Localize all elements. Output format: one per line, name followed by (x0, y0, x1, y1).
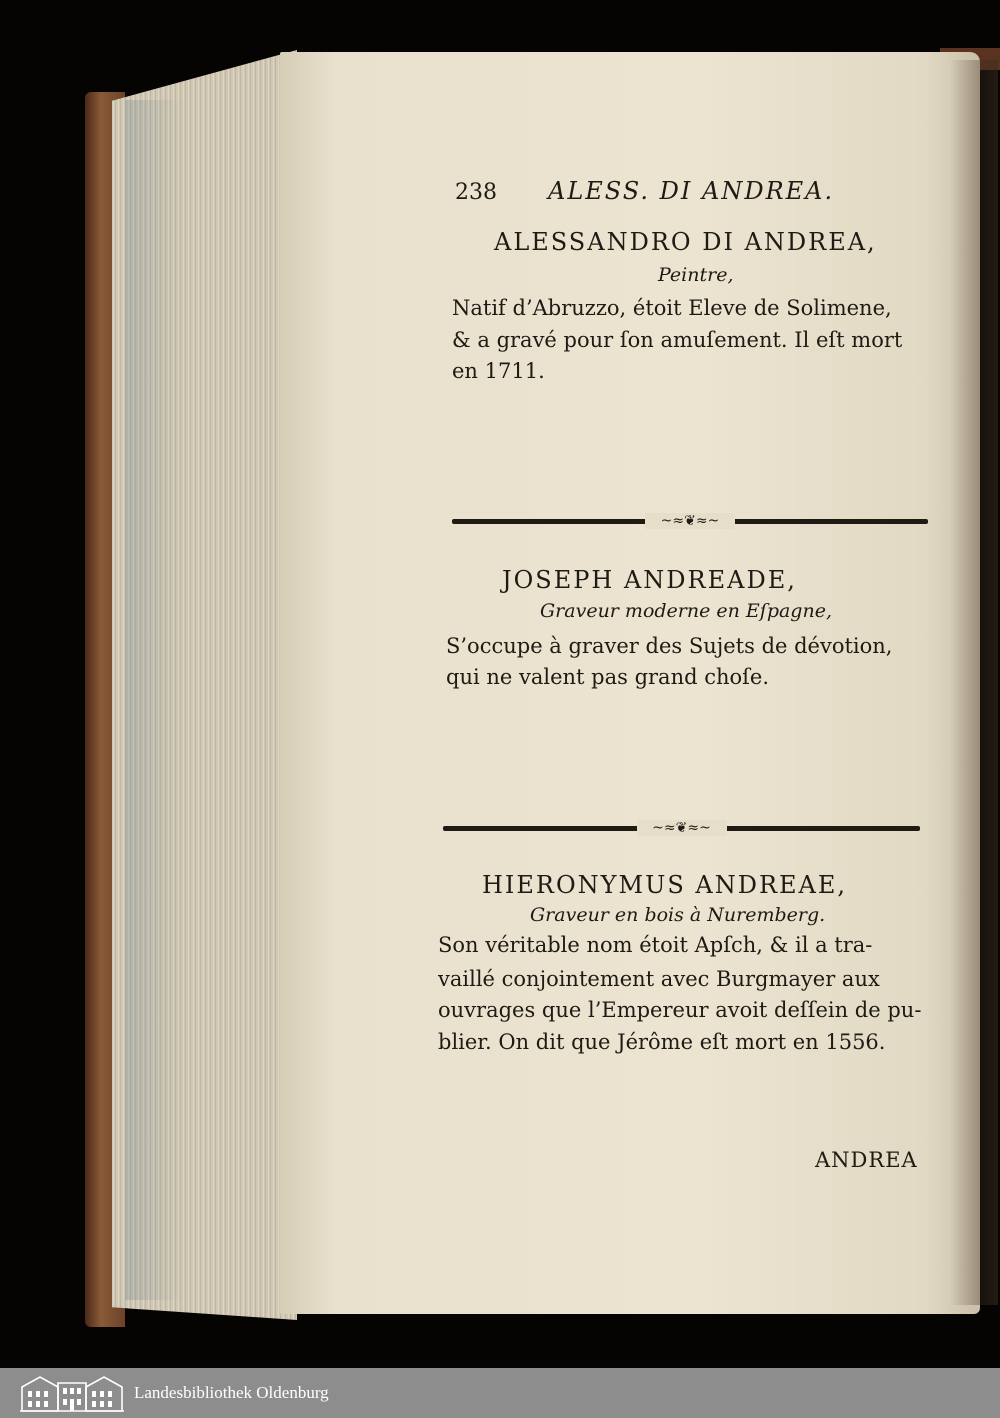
entry-text-line: vaillé conjointement avec Burgmayer aux (438, 967, 880, 991)
entry-subtitle: Graveur en bois à Nuremberg. (530, 904, 826, 926)
running-head: ALESS. DI ANDREA. (548, 177, 835, 205)
entry-text-line: blier. On dit que Jérôme eſt mort en 1556. (438, 1030, 886, 1054)
fleuron-icon: ~≈❦≈~ (645, 513, 735, 529)
entry-name: JOSEPH ANDREADE, (502, 566, 797, 594)
page-number: 238 (455, 180, 497, 205)
entry-subtitle: Graveur moderne en Eſpagne, (540, 600, 832, 622)
entry-name: ALESSANDRO DI ANDREA, (494, 228, 877, 256)
fleuron-icon: ~≈❦≈~ (637, 820, 727, 836)
gutter-shadow (950, 60, 998, 1305)
footer-library-name: Landesbibliothek Oldenburg (134, 1383, 329, 1402)
ornamental-rule (452, 513, 928, 529)
entry-text-line: Natif d’Abruzzo, étoit Eleve de Solimene, (452, 296, 892, 320)
entry-text-line: qui ne valent pas grand choſe. (446, 665, 770, 689)
entry-subtitle: Peintre, (658, 264, 734, 286)
entry-text-line: en 1711. (452, 359, 545, 383)
entry-text-line: S’occupe à graver des Sujets de dévotion, (446, 634, 893, 658)
page-edges-shade (125, 100, 185, 1300)
entry-text-line: Son véritable nom étoit Apſch, & il a tra- (438, 933, 873, 957)
ornamental-rule (443, 820, 920, 836)
entry-name: HIERONYMUS ANDREAE, (482, 871, 848, 899)
library-building-logo-icon (20, 1373, 124, 1413)
entry-text-line: ouvrages que l’Empereur avoit deſſein de pu- (438, 998, 922, 1022)
catchword: ANDREA (815, 1148, 918, 1172)
entry-text-line: & a gravé pour ſon amuſement. Il eſt mort (452, 328, 903, 352)
